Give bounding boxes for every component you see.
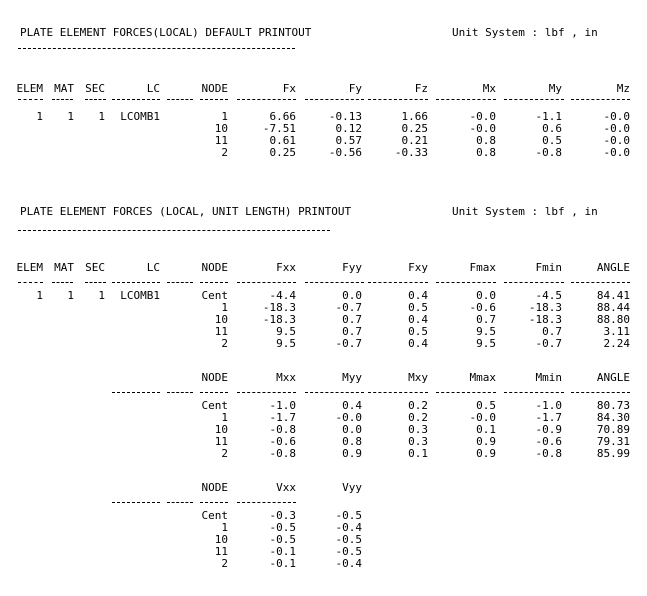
cell-value: 0.9 [342,447,362,460]
title-underline [18,48,295,49]
header-underline [237,392,296,393]
cell-value: -0.7 [335,301,362,314]
cell-value: 0.0 [476,289,496,302]
lc-value: LCOMB1 [120,289,160,302]
node-value: Cent [201,509,228,522]
column-header: LC [146,82,160,95]
cell-value: 0.25 [269,146,296,159]
cell-value: 0.0 [342,423,362,436]
mat-value: 1 [67,110,74,123]
node-value: 11 [214,545,228,558]
cell-value: -0.0 [603,122,630,135]
cell-value: 0.3 [408,423,428,436]
column-header: ANGLE [596,371,630,384]
node-value: 2 [221,146,228,159]
cell-value: -0.8 [269,423,296,436]
node-value: 1 [221,521,228,534]
node-value: 1 [221,301,228,314]
column-header: Mxy [408,371,428,384]
cell-value: -0.6 [269,435,296,448]
cell-value: -1.7 [535,411,562,424]
column-header: NODE [201,82,228,95]
cell-value: 0.6 [542,122,562,135]
column-header: My [548,82,562,95]
node-value: 2 [221,447,228,460]
node-value: 10 [214,423,228,436]
column-header: Fmax [469,261,496,274]
cell-value: 0.9 [476,447,496,460]
column-header: Fy [348,82,362,95]
cell-value: -7.51 [262,122,296,135]
cell-value: 6.66 [269,110,296,123]
column-header: Mmax [469,371,496,384]
header-underline [200,282,228,283]
cell-value: 0.2 [408,411,428,424]
cell-value: -0.5 [335,509,362,522]
node-value: 11 [214,325,228,338]
cell-value: -0.9 [535,423,562,436]
cell-value: -1.0 [535,399,562,412]
cell-value: -0.33 [394,146,428,159]
header-underline [305,282,364,283]
column-header: ANGLE [596,261,630,274]
header-underline [571,99,630,100]
header-underline [200,392,228,393]
unit-system-label: Unit System : lbf , in [452,205,598,218]
cell-value: -0.4 [335,557,362,570]
cell-value: -18.3 [528,301,562,314]
header-underline [200,99,228,100]
header-underline [237,282,296,283]
column-header: Mx [482,82,496,95]
header-underline [436,392,496,393]
cell-value: 0.8 [342,435,362,448]
header-underline [112,392,160,393]
cell-value: -0.6 [469,301,496,314]
header-underline [368,99,428,100]
header-underline [18,282,43,283]
header-underline [200,502,228,503]
cell-value: -0.0 [469,411,496,424]
node-value: 10 [214,313,228,326]
column-header: Mxx [276,371,296,384]
lc-value: LCOMB1 [120,110,160,123]
header-underline [305,99,364,100]
cell-value: 0.4 [408,289,428,302]
header-underline [504,392,564,393]
cell-value: -0.56 [328,146,362,159]
cell-value: 9.5 [276,325,296,338]
cell-value: 0.8 [476,146,496,159]
cell-value: 3.11 [603,325,630,338]
cell-value: -1.0 [269,399,296,412]
column-header: ELEM [16,82,43,95]
header-underline [305,392,364,393]
cell-value: 88.44 [596,301,630,314]
column-header: Fxx [276,261,296,274]
sec-value: 1 [98,289,105,302]
column-header: MAT [54,261,74,274]
cell-value: -0.0 [335,411,362,424]
header-underline [112,502,160,503]
node-value: Cent [201,289,228,302]
cell-value: -0.3 [269,509,296,522]
cell-value: -18.3 [262,301,296,314]
cell-value: -0.5 [269,521,296,534]
column-header: Fx [282,82,296,95]
node-value: 1 [221,411,228,424]
column-header: LC [146,261,160,274]
cell-value: 0.9 [476,435,496,448]
column-header: MAT [54,82,74,95]
cell-value: 1.66 [401,110,428,123]
report-title: PLATE ELEMENT FORCES(LOCAL) DEFAULT PRINTOUT [20,26,312,39]
cell-value: -0.0 [469,110,496,123]
cell-value: 0.8 [476,134,496,147]
header-underline [167,282,193,283]
header-underline [571,392,630,393]
cell-value: 0.5 [476,399,496,412]
cell-value: 0.21 [401,134,428,147]
column-header: Mz [616,82,630,95]
cell-value: -0.8 [535,146,562,159]
cell-value: -0.7 [335,337,362,350]
cell-value: 0.7 [542,325,562,338]
cell-value: -0.1 [269,557,296,570]
cell-value: 0.7 [476,313,496,326]
cell-value: 0.1 [408,447,428,460]
header-underline [18,99,43,100]
header-underline [85,282,106,283]
node-value: 11 [214,435,228,448]
unit-system-label: Unit System : lbf , in [452,26,598,39]
cell-value: 2.24 [603,337,630,350]
header-underline [85,99,106,100]
cell-value: 0.5 [408,325,428,338]
cell-value: 88.80 [596,313,630,326]
cell-value: -1.1 [535,110,562,123]
node-value: 2 [221,337,228,350]
cell-value: -0.0 [603,146,630,159]
column-header: NODE [201,371,228,384]
cell-value: 0.7 [342,325,362,338]
cell-value: -0.8 [269,447,296,460]
cell-value: 79.31 [596,435,630,448]
node-value: 2 [221,557,228,570]
header-underline [368,392,428,393]
cell-value: -0.1 [269,545,296,558]
header-underline [504,282,564,283]
node-value: Cent [201,399,228,412]
header-underline [368,282,428,283]
cell-value: 0.4 [408,313,428,326]
node-value: 1 [221,110,228,123]
column-header: SEC [85,82,105,95]
cell-value: -0.6 [535,435,562,448]
header-underline [52,99,73,100]
column-header: Vxx [276,481,296,494]
cell-value: -0.5 [335,533,362,546]
cell-value: 84.41 [596,289,630,302]
cell-value: 0.4 [342,399,362,412]
cell-value: 0.0 [342,289,362,302]
elem-value: 1 [36,289,43,302]
cell-value: -0.8 [535,447,562,460]
cell-value: -4.5 [535,289,562,302]
cell-value: 0.4 [408,337,428,350]
header-underline [52,282,73,283]
cell-value: -0.0 [603,110,630,123]
cell-value: 0.61 [269,134,296,147]
column-header: NODE [201,481,228,494]
cell-value: 0.57 [335,134,362,147]
column-header: ELEM [16,261,43,274]
cell-value: -0.0 [603,134,630,147]
sec-value: 1 [98,110,105,123]
cell-value: -0.7 [535,337,562,350]
cell-value: 0.3 [408,435,428,448]
cell-value: -0.5 [269,533,296,546]
cell-value: 85.99 [596,447,630,460]
column-header: Fyy [342,261,362,274]
header-underline [167,502,193,503]
column-header: Fz [414,82,428,95]
title-underline [18,230,330,231]
report-title: PLATE ELEMENT FORCES (LOCAL, UNIT LENGTH) PRINTOUT [20,205,352,218]
cell-value: 0.7 [342,313,362,326]
column-header: NODE [201,261,228,274]
node-value: 11 [214,134,228,147]
cell-value: 0.12 [335,122,362,135]
header-underline [167,392,193,393]
cell-value: 0.1 [476,423,496,436]
mat-value: 1 [67,289,74,302]
cell-value: 0.5 [542,134,562,147]
column-header: Vyy [342,481,362,494]
header-underline [436,99,496,100]
column-header: Fmin [535,261,562,274]
cell-value: -4.4 [269,289,296,302]
cell-value: 84.30 [596,411,630,424]
cell-value: -0.0 [469,122,496,135]
cell-value: 9.5 [276,337,296,350]
node-value: 10 [214,533,228,546]
column-header: Myy [342,371,362,384]
header-underline [167,99,193,100]
column-header: SEC [85,261,105,274]
header-underline [112,99,160,100]
cell-value: -1.7 [269,411,296,424]
header-underline [237,99,296,100]
cell-value: -18.3 [528,313,562,326]
header-underline [571,282,630,283]
cell-value: -0.5 [335,545,362,558]
header-underline [112,282,160,283]
cell-value: 80.73 [596,399,630,412]
header-underline [504,99,564,100]
cell-value: 9.5 [476,337,496,350]
column-header: Fxy [408,261,428,274]
cell-value: 0.2 [408,399,428,412]
cell-value: 0.25 [401,122,428,135]
cell-value: 70.89 [596,423,630,436]
header-underline [436,282,496,283]
elem-value: 1 [36,110,43,123]
cell-value: -0.4 [335,521,362,534]
cell-value: 9.5 [476,325,496,338]
header-underline [237,502,296,503]
cell-value: -18.3 [262,313,296,326]
column-header: Mmin [535,371,562,384]
cell-value: -0.13 [328,110,362,123]
cell-value: 0.5 [408,301,428,314]
node-value: 10 [214,122,228,135]
